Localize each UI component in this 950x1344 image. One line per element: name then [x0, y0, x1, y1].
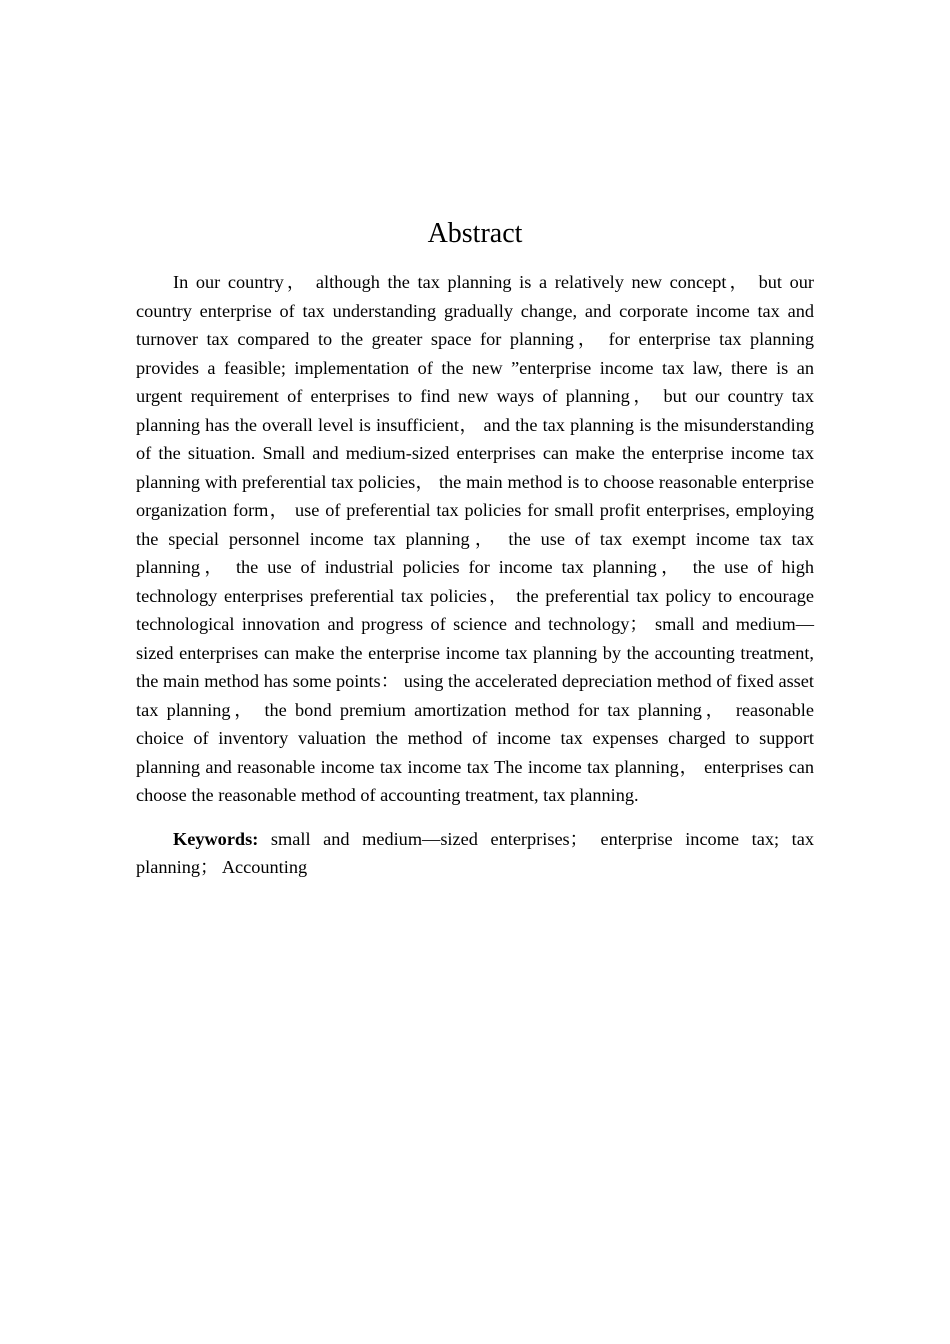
page-title: Abstract	[427, 218, 523, 249]
keywords-label: Keywords:	[173, 828, 259, 849]
keywords-paragraph	[136, 825, 814, 882]
abstract-section	[136, 216, 814, 882]
keywords-text: small and medium—sized enterprises； enterprise income tax; tax planning； Accounting	[136, 828, 814, 877]
abstract-paragraph: In our country， although the tax planning is a relatively new concept， but our country enterprise of tax understanding gradually change, and corporate income tax and turnover tax compared to the greater space for planning， for enterprise tax planning provides a feasible; implementation of the new ”enterprise income tax law, there is an urgent requirement of enterprises to find new ways of planning， but our country tax planning has the overall level is insufficient， and the tax planning is the misunderstanding of the situation. Small and medium-sized enterprises can make the enterprise income tax planning with preferential tax policies， the main method is to choose reasonable enterprise organization form， use of preferential tax policies for small profit enterprises, employing the special personnel income tax planning， the use of tax exempt income tax tax planning， the use of industrial policies for income tax planning， the use of high technology enterprises preferential tax policies， the preferential tax policy to encourage technological innovation and progress of science and technology； small and medium—sized enterprises can make the enterprise income tax planning by the accounting treatment, the main method has some points： using the accelerated depreciation method of fixed asset tax planning， the bond premium amortization method for tax planning， reasonable choice of inventory valuation the method of income tax expenses charged to support planning and reasonable income tax income tax The income tax planning， enterprises can choose the reasonable method of accounting treatment, tax planning.	[136, 272, 814, 805]
